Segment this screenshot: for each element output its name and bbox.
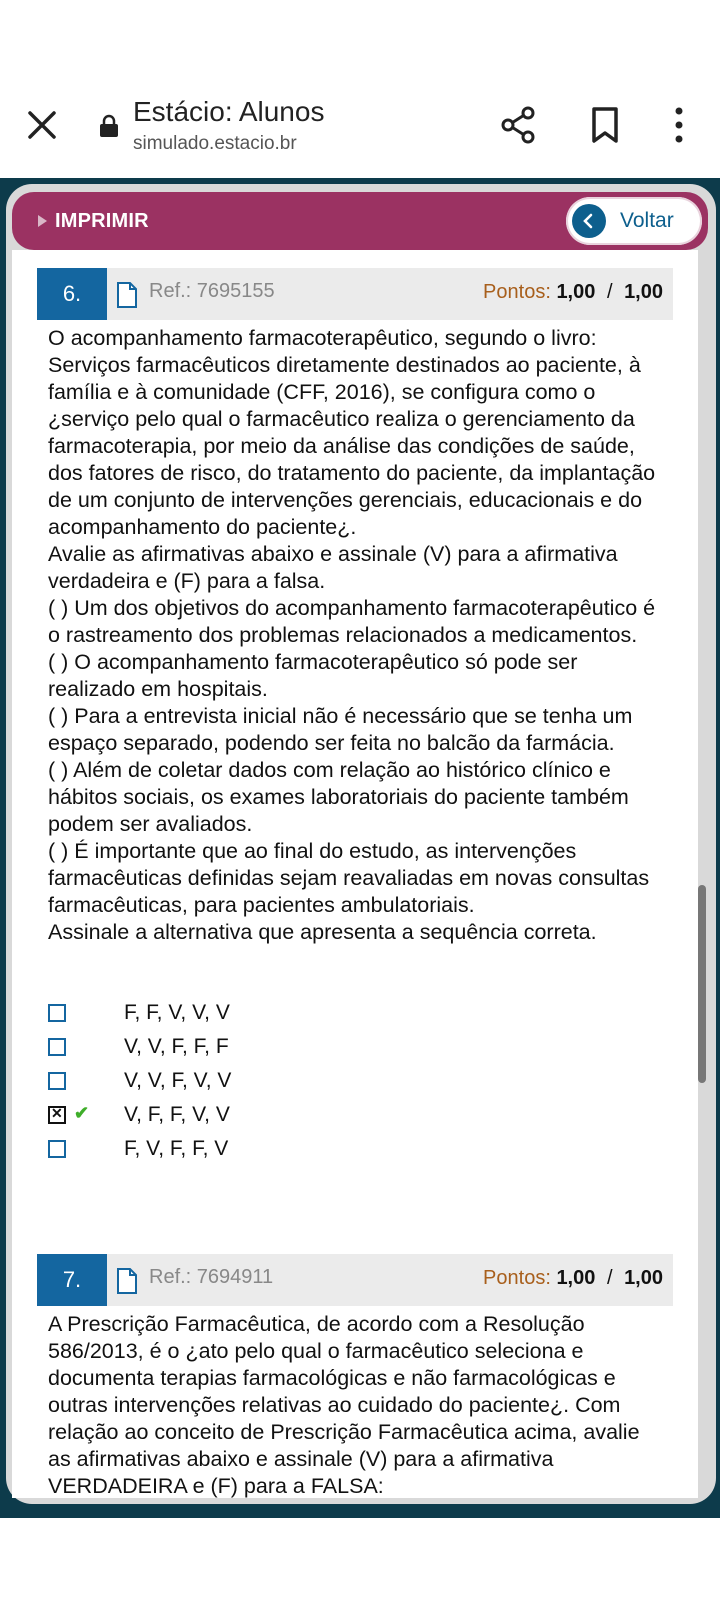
question-paragraph: A Prescrição Farmacêutica, de acordo com a Resolução 586/2013, é o ¿ato pelo qual o farmacêutico seleciona e documenta terapias farmacológicas e não farmacológicas e outras intervenções relativas ao cuidado do paciente¿. Com relação ao conceito de Prescrição Farmacêutica acima, avalie as afirmativas abaixo e assinale (V) para a afirmativa VERDADEIRA e (F) para a FALSA: [48, 1312, 640, 1498]
question-ref: Ref.: 7695155 [149, 280, 275, 302]
option-label: V, F, F, V, V [124, 1103, 230, 1126]
points-obtained: 1,00 [556, 1267, 596, 1289]
points-separator: / [606, 1267, 613, 1289]
answer-option[interactable] [48, 1064, 648, 1098]
question-paragraph: Avalie as afirmativas abaixo e assinale (V) para a afirmativa verdadeira e (F) para a falsa. [48, 542, 618, 593]
answer-options-6 [48, 996, 648, 1166]
question-paragraph: ( ) Além de coletar dados com relação ao histórico clínico e hábitos sociais, os exames laboratoriais do paciente também podem ser avaliados. [48, 758, 629, 836]
question-paragraph: O acompanhamento farmacoterapêutico, segundo o livro: Serviços farmacêuticos diretamente destinados ao paciente, à família e à comunidade (CFF, 2016), se configura como o ¿serviço pelo qual o farmacêutico realiza o gerenciamento da farmacoterapia, por meio da análise das condições de saúde, dos fatores de risco, do tratamento do paciente, da implantação de um conjunto de intervenções gerenciais, educacionais e do acompanhamento do paciente¿. [48, 326, 656, 539]
answer-option[interactable] [48, 1132, 648, 1166]
question-paragraph: ( ) Um dos objetivos do acompanhamento farmacoterapêutico é o rastreamento dos problemas relacionados a medicamentos. [48, 596, 656, 647]
correct-check-icon: ✔ [74, 1103, 90, 1123]
question-header-7 [37, 1254, 673, 1306]
checkbox[interactable] [48, 1004, 66, 1022]
question-points [483, 281, 663, 304]
points-obtained: 1,00 [556, 281, 596, 303]
more-options-icon[interactable] [664, 106, 694, 144]
question-number: 6. [37, 268, 107, 320]
points-label: Pontos: [483, 281, 551, 303]
site-url[interactable]: simulado.estacio.br [133, 133, 297, 154]
question-paragraph: ( ) Para a entrevista inicial não é necessário que se tenha um espaço separado, podendo ser feita no balcão da farmácia. [48, 704, 633, 755]
answer-option[interactable] [48, 1030, 648, 1064]
checkbox-checked[interactable] [48, 1106, 66, 1124]
back-label: Voltar [620, 209, 674, 232]
scrollbar-thumb[interactable] [698, 885, 706, 1083]
chevron-left-icon [572, 204, 606, 238]
play-icon [38, 215, 47, 227]
lock-icon [98, 114, 120, 138]
question-number: 7. [37, 1254, 107, 1306]
question-paragraph: Assinale a alternativa que apresenta a sequência correta. [48, 920, 597, 944]
question-ref: Ref.: 7694911 [149, 1266, 274, 1288]
question-text-7 [48, 1311, 658, 1498]
checkbox[interactable] [48, 1140, 66, 1158]
question-paragraph: ( ) O acompanhamento farmacoterapêutico só pode ser realizado em hospitais. [48, 650, 578, 701]
question-text-6 [48, 325, 658, 946]
option-label: V, V, F, F, F [124, 1035, 229, 1058]
share-icon[interactable] [500, 106, 538, 144]
checkbox[interactable] [48, 1072, 66, 1090]
points-separator: / [606, 281, 613, 303]
bookmark-icon[interactable] [590, 106, 620, 144]
checkbox[interactable] [48, 1038, 66, 1056]
answer-option[interactable] [48, 996, 648, 1030]
document-icon[interactable] [117, 282, 137, 308]
option-label: F, V, F, F, V [124, 1137, 229, 1160]
option-label: F, F, V, V, V [124, 1001, 230, 1024]
print-label: IMPRIMIR [55, 209, 149, 232]
points-total: 1,00 [624, 281, 663, 303]
points-label: Pontos: [483, 1267, 551, 1289]
site-title: Estácio: Alunos [133, 96, 325, 127]
points-total: 1,00 [624, 1267, 663, 1289]
close-icon[interactable] [22, 105, 62, 145]
document-icon[interactable] [117, 1268, 137, 1294]
print-button[interactable] [38, 205, 149, 237]
answer-option-selected[interactable] [48, 1098, 648, 1132]
browser-toolbar [0, 0, 720, 178]
question-header-6 [37, 268, 673, 320]
option-label: V, V, F, V, V [124, 1069, 232, 1092]
question-points [483, 1267, 663, 1290]
questions-content [12, 250, 698, 1498]
back-button[interactable] [566, 197, 702, 245]
question-paragraph: ( ) É importante que ao final do estudo, as intervenções farmacêuticas definidas sejam reavaliadas em novas consultas farmacêuticas, para pacientes ambulatoriais. [48, 839, 650, 917]
